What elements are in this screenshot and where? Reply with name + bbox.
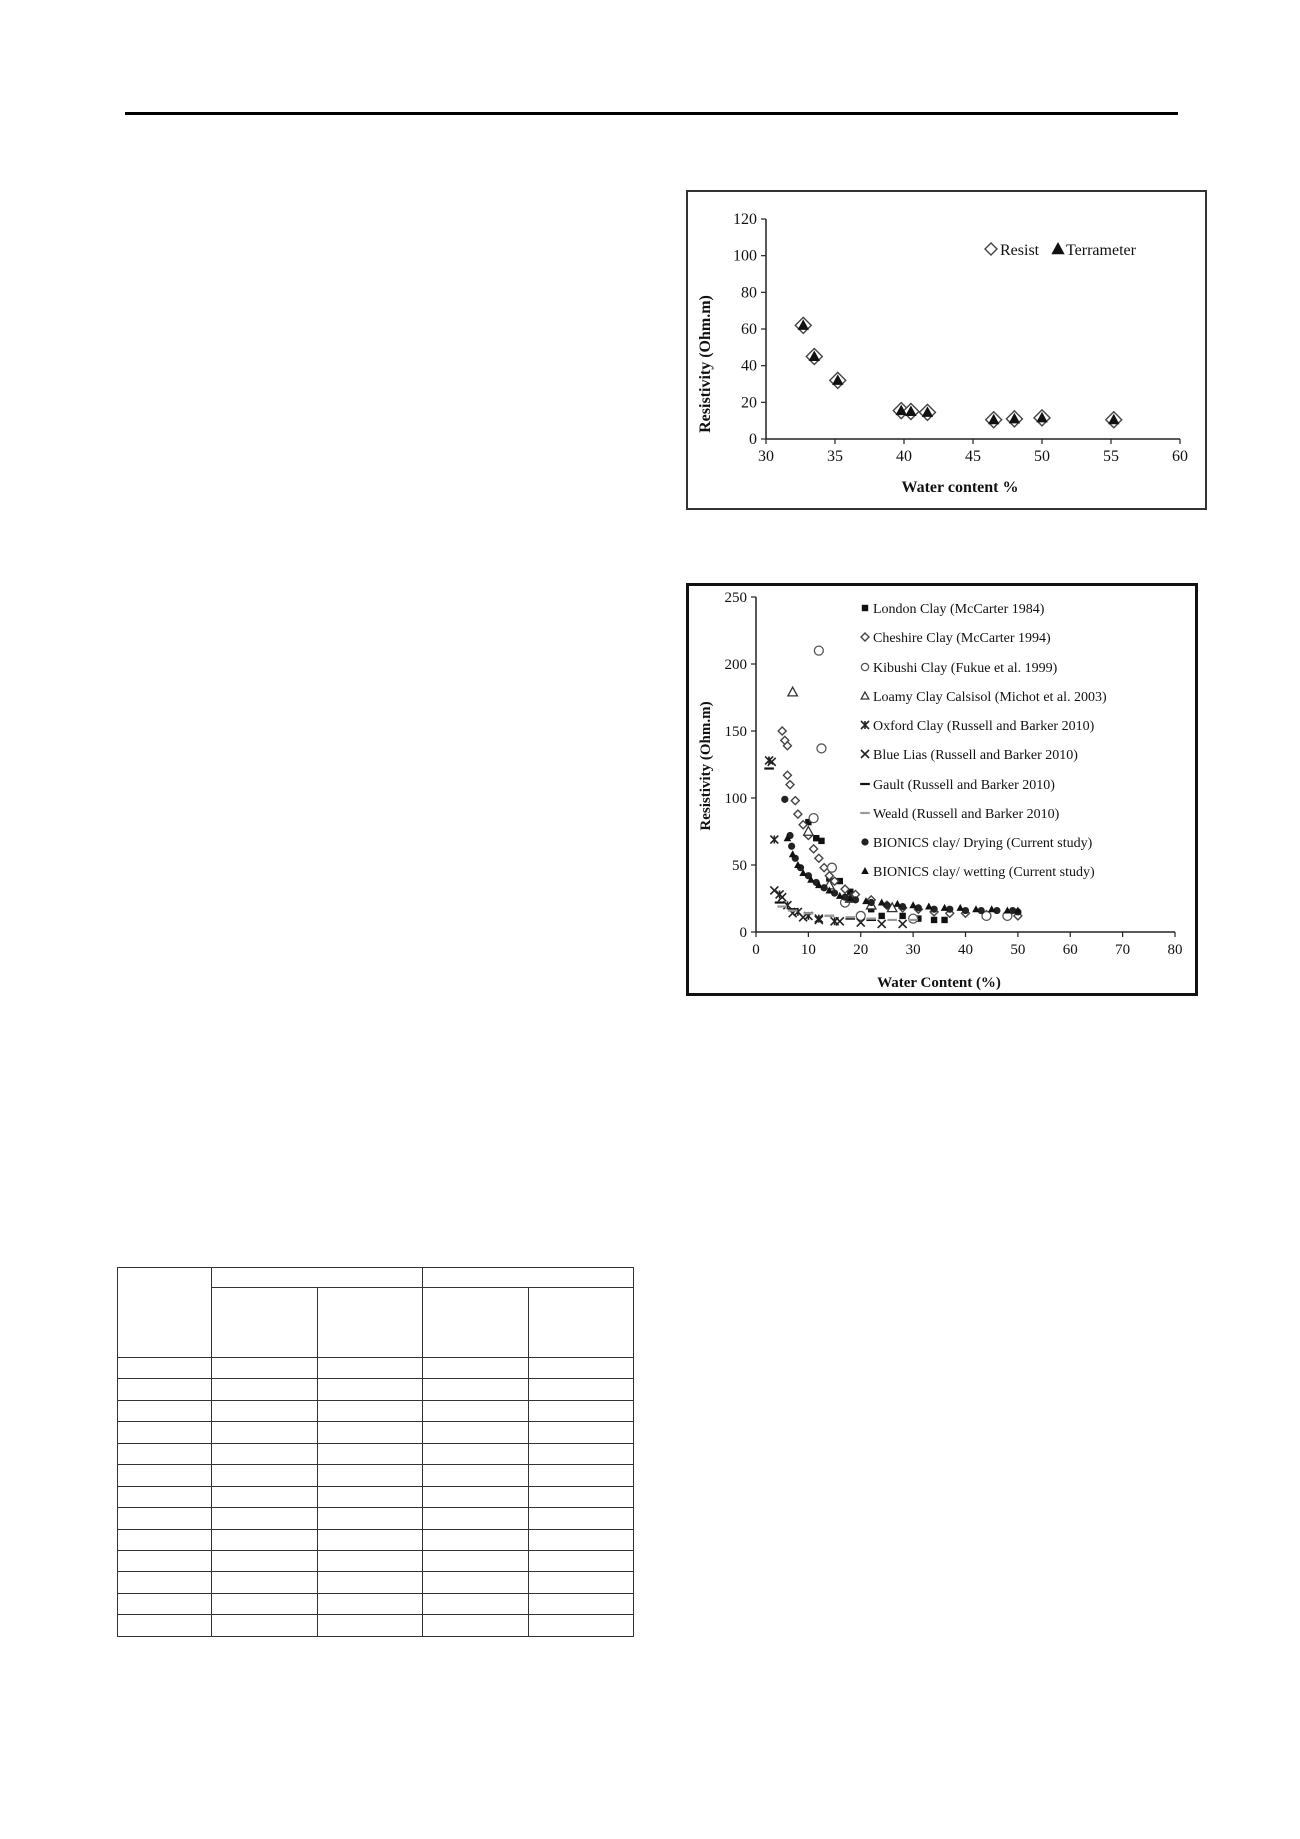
fig1-points xyxy=(795,317,1122,427)
table-cell xyxy=(212,1508,318,1529)
fig1-y-tick-label: 100 xyxy=(733,247,757,265)
fig2-data-point xyxy=(956,904,964,911)
table-cell xyxy=(317,1593,423,1614)
fig2-x-tick-label: 30 xyxy=(905,942,921,958)
fig1-legend-label-resist: Resist xyxy=(1000,242,1040,259)
fig2-legend-label-oxford: Oxford Clay (Russell and Barker 2010) xyxy=(873,719,1095,734)
fig2-y-tick-label: 200 xyxy=(724,657,747,673)
fig1-y-tick-label: 80 xyxy=(741,284,757,302)
fig2-legend-marker xyxy=(861,633,869,641)
fig2-legend-label-blue-lias: Blue Lias (Russell and Barker 2010) xyxy=(873,748,1078,763)
table-row xyxy=(118,1400,634,1421)
fig2-legend-marker xyxy=(861,867,869,874)
fig1-y-tick-label: 120 xyxy=(733,211,757,228)
fig2-data-point xyxy=(894,900,902,907)
fig2-x-tick-label: 60 xyxy=(1062,942,1078,958)
table-cell xyxy=(118,1379,212,1400)
table-cell xyxy=(212,1400,318,1421)
table-cell xyxy=(212,1593,318,1614)
fig2-data-point xyxy=(878,899,886,906)
fig2-data-point xyxy=(815,854,823,862)
fig2-legend-marker xyxy=(861,692,869,699)
table-cell xyxy=(212,1572,318,1593)
fig2-x-tick-label: 50 xyxy=(1010,942,1026,958)
fig2-data-point xyxy=(879,913,885,919)
table-row xyxy=(118,1529,634,1550)
table-cell xyxy=(118,1508,212,1529)
fig2-legend-label-kibushi: Kibushi Clay (Fukue et al. 1999) xyxy=(873,661,1058,676)
fig2-x-tick-label: 10 xyxy=(800,942,816,958)
fig2-legend-label-weald: Weald (Russell and Barker 2010) xyxy=(873,807,1060,822)
table-cell xyxy=(212,1268,423,1288)
table-cell xyxy=(423,1529,529,1550)
table-cell xyxy=(423,1400,529,1421)
table-cell xyxy=(317,1422,423,1443)
fig2-legend-label-loamy: Loamy Clay Calsisol (Michot et al. 2003) xyxy=(873,690,1107,705)
table-cell xyxy=(528,1529,634,1550)
table-row xyxy=(118,1357,634,1378)
table-cell xyxy=(118,1357,212,1378)
fig2-data-point xyxy=(783,901,791,909)
table-cell xyxy=(118,1422,212,1443)
fig2-x-tick-label: 20 xyxy=(853,942,869,958)
table-cell xyxy=(423,1443,529,1464)
table-cell xyxy=(118,1443,212,1464)
table-row xyxy=(118,1551,634,1572)
table-cell xyxy=(212,1465,318,1486)
fig2-x-tick-label: 70 xyxy=(1115,942,1131,958)
table-cell xyxy=(317,1508,423,1529)
table-cell xyxy=(528,1615,634,1637)
fig2-data-point xyxy=(899,913,905,919)
figure-1-chart xyxy=(688,192,1205,508)
fig2-data-point xyxy=(809,814,818,823)
table-header-row xyxy=(118,1268,634,1288)
fig2-x-tick-label: 0 xyxy=(752,942,760,958)
fig2-data-point xyxy=(788,843,795,850)
table-cell xyxy=(528,1357,634,1378)
fig2-data-point xyxy=(770,886,778,894)
table-cell xyxy=(317,1572,423,1593)
figure-2-chart xyxy=(689,586,1195,993)
table-cell xyxy=(118,1486,212,1507)
fig2-series-4 xyxy=(765,756,838,925)
fig1-legend-marker-terrameter xyxy=(1051,242,1064,254)
fig2-legend-marker xyxy=(861,750,869,758)
table-cell xyxy=(528,1593,634,1614)
table-row xyxy=(118,1508,634,1529)
table-row xyxy=(118,1422,634,1443)
fig2-data-point xyxy=(791,797,799,805)
fig2-data-point xyxy=(814,646,823,655)
table-cell xyxy=(528,1551,634,1572)
fig2-data-point xyxy=(836,917,844,925)
fig2-y-tick-label: 250 xyxy=(724,590,747,606)
fig2-x-axis-label: Water Content (%) xyxy=(877,975,1001,991)
fig2-legend-label-cheshire: Cheshire Clay (McCarter 1994) xyxy=(873,631,1051,646)
table-cell xyxy=(212,1379,318,1400)
table-cell xyxy=(528,1443,634,1464)
table-cell xyxy=(118,1551,212,1572)
table-cell xyxy=(317,1400,423,1421)
fig1-x-tick-label: 40 xyxy=(896,448,912,465)
fig2-data-point xyxy=(899,920,907,928)
fig1-legend xyxy=(985,242,1137,259)
fig2-legend-marker xyxy=(861,721,869,729)
fig2-x-tick-label: 80 xyxy=(1167,942,1183,958)
header-rule xyxy=(125,112,1178,115)
table-cell xyxy=(528,1486,634,1507)
table-row xyxy=(118,1465,634,1486)
fig1-series-1 xyxy=(798,319,1120,424)
fig2-data-point xyxy=(909,914,918,923)
fig1-y-tick-label: 60 xyxy=(741,321,757,338)
figure-1-frame xyxy=(686,190,1207,510)
table-cell xyxy=(423,1288,529,1358)
fig1-x-tick-label: 50 xyxy=(1034,448,1050,465)
table-cell xyxy=(212,1357,318,1378)
table-cell xyxy=(212,1422,318,1443)
table-cell xyxy=(212,1551,318,1572)
table-cell xyxy=(423,1357,529,1378)
table-cell xyxy=(317,1443,423,1464)
table-cell xyxy=(423,1593,529,1614)
table-cell xyxy=(423,1615,529,1637)
table-cell xyxy=(212,1288,318,1358)
table-cell xyxy=(118,1593,212,1614)
table-cell xyxy=(212,1486,318,1507)
table-cell xyxy=(317,1357,423,1378)
fig2-legend-label-gault: Gault (Russell and Barker 2010) xyxy=(873,778,1055,793)
fig1-y-tick-label: 40 xyxy=(741,357,757,375)
table-row xyxy=(118,1443,634,1464)
fig2-y-tick-label: 100 xyxy=(724,791,747,807)
fig1-y-tick-label: 20 xyxy=(741,394,757,412)
figure-2-frame xyxy=(686,583,1198,996)
fig1-x-tick-label: 30 xyxy=(758,448,774,465)
table-row xyxy=(118,1593,634,1614)
table-cell xyxy=(528,1465,634,1486)
table-cell xyxy=(212,1615,318,1637)
fig2-data-point xyxy=(827,863,836,872)
fig2-legend-marker xyxy=(861,838,868,845)
table-cell xyxy=(528,1572,634,1593)
table-cell xyxy=(528,1379,634,1400)
table-cell xyxy=(423,1508,529,1529)
table-cell xyxy=(528,1288,634,1358)
fig2-data-point xyxy=(817,744,826,753)
fig2-data-point xyxy=(810,845,818,853)
table-cell xyxy=(317,1551,423,1572)
fig2-y-tick-label: 0 xyxy=(739,925,747,941)
table-cell xyxy=(528,1400,634,1421)
table-cell xyxy=(317,1379,423,1400)
fig2-y-tick-label: 50 xyxy=(732,858,747,874)
fig1-y-axis-label: Resistivity (Ohm.m) xyxy=(697,295,714,433)
fig2-legend xyxy=(860,602,1107,880)
table-cell xyxy=(118,1572,212,1593)
fig2-data-point xyxy=(931,917,937,923)
table-cell xyxy=(423,1422,529,1443)
table-cell xyxy=(423,1268,634,1288)
fig2-data-point xyxy=(878,920,886,928)
fig2-legend-marker xyxy=(861,663,868,670)
fig2-data-point xyxy=(786,781,794,789)
table-cell xyxy=(528,1422,634,1443)
fig2-legend-label-london: London Clay (McCarter 1984) xyxy=(873,602,1045,617)
fig2-data-point xyxy=(925,903,933,910)
table-cell xyxy=(212,1443,318,1464)
table-cell xyxy=(528,1508,634,1529)
table-cell xyxy=(118,1529,212,1550)
table-row xyxy=(118,1615,634,1637)
table-cell xyxy=(317,1465,423,1486)
fig1-x-tick-label: 45 xyxy=(965,448,981,465)
table-cell xyxy=(317,1529,423,1550)
fig1-legend-label-terrameter: Terrameter xyxy=(1066,242,1136,259)
fig2-data-point xyxy=(788,687,798,696)
fig2-y-tick-label: 150 xyxy=(724,724,747,740)
table-cell xyxy=(317,1615,423,1637)
table-cell xyxy=(118,1615,212,1637)
table-cell xyxy=(423,1379,529,1400)
table-cell xyxy=(423,1551,529,1572)
table-cell xyxy=(423,1486,529,1507)
fig2-legend-marker xyxy=(862,605,868,611)
table-row xyxy=(118,1486,634,1507)
table-row xyxy=(118,1572,634,1593)
fig1-x-axis-label: Water content % xyxy=(901,479,1019,496)
fig1-x-tick-label: 35 xyxy=(827,448,843,465)
data-table xyxy=(117,1267,634,1637)
fig2-data-point xyxy=(778,727,786,735)
table-cell xyxy=(317,1486,423,1507)
fig2-data-point xyxy=(941,917,947,923)
fig1-x-tick-label: 55 xyxy=(1103,448,1119,465)
fig1-legend-marker-resist xyxy=(985,243,997,255)
table-cell xyxy=(423,1572,529,1593)
fig2-data-point xyxy=(818,838,824,844)
fig2-y-axis-label: Resistivity (Ohm.m) xyxy=(698,701,714,831)
fig2-data-point xyxy=(765,756,773,764)
fig2-legend-label-bionics-wetting: BIONICS clay/ wetting (Current study) xyxy=(873,865,1095,880)
fig1-y-tick-label: 0 xyxy=(749,431,757,448)
fig2-x-tick-label: 40 xyxy=(958,942,973,958)
fig2-data-point xyxy=(815,915,823,923)
fig2-data-point xyxy=(789,850,797,857)
table-cell xyxy=(118,1400,212,1421)
fig2-data-point xyxy=(783,771,791,779)
fig2-legend-label-bionics-drying: BIONICS clay/ Drying (Current study) xyxy=(873,836,1093,851)
fig2-data-point xyxy=(794,810,802,818)
table-cell xyxy=(423,1465,529,1486)
table-cell xyxy=(118,1465,212,1486)
fig2-data-point xyxy=(781,796,788,803)
fig1-series-0 xyxy=(795,317,1122,427)
table-cell xyxy=(118,1268,212,1358)
fig2-data-point xyxy=(770,836,778,844)
table-row xyxy=(118,1379,634,1400)
table-cell xyxy=(317,1288,423,1358)
table-cell xyxy=(212,1529,318,1550)
fig2-data-point xyxy=(909,901,917,908)
fig1-x-tick-label: 60 xyxy=(1172,448,1188,465)
